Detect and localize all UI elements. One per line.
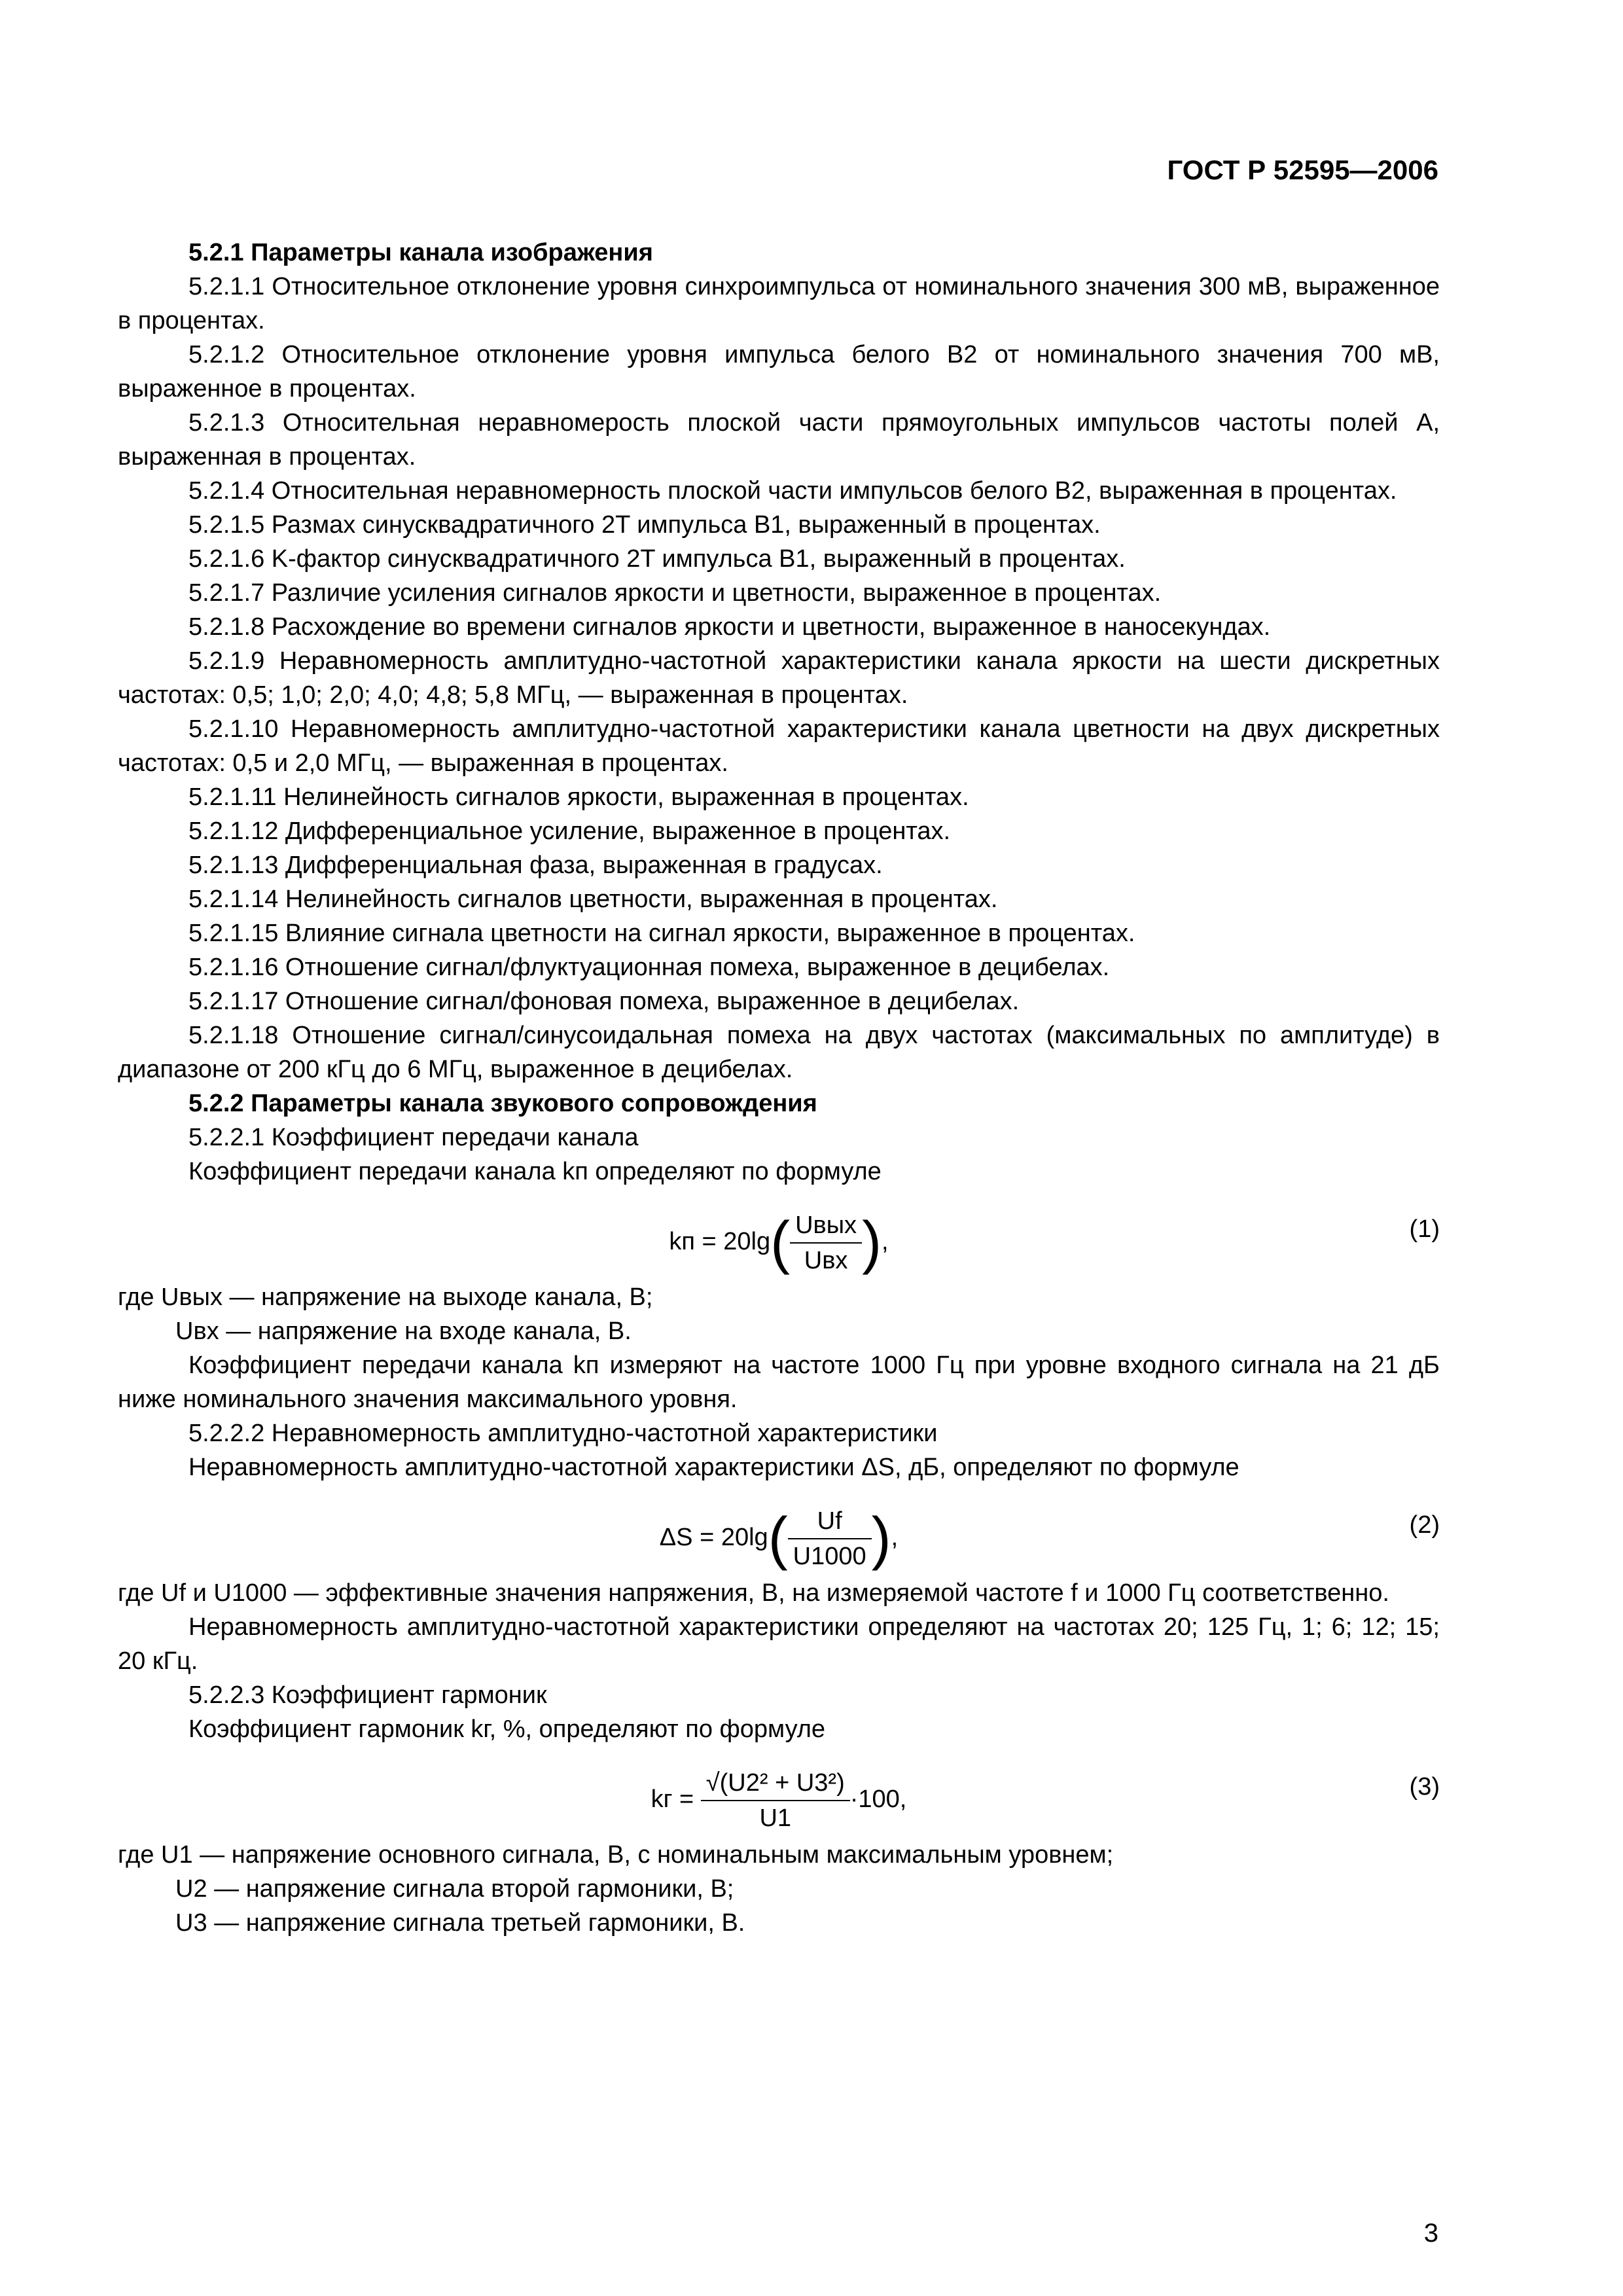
formula-2-lhs: ΔS = 20lg xyxy=(659,1524,768,1552)
formula-1-numerator: Uвых xyxy=(790,1208,862,1244)
formula-1-where-1: где Uвых — напряжение на выходе канала, В; xyxy=(118,1283,653,1311)
standard-header: ГОСТ Р 52595—2006 xyxy=(1167,154,1438,185)
list-item: 5.2.1.12 Дифференциальное усиление, выраженное в процентах. xyxy=(188,817,951,845)
formula-3-denominator: U1 xyxy=(759,1804,792,1832)
section-5-2-2-1-text: Коэффициент передачи канала kп измеряют на частоте 1000 Гц при уровне входного сигнала на 21 дБ ниже номинального значения максимального уровня. xyxy=(118,1352,1440,1413)
formula-2-number: (2) xyxy=(1409,1511,1440,1539)
formula-2-where: где Uf и U1000 — эффективные значения напряжения, В, на измеряемой частоте f и 1000 Гц соответственно. xyxy=(118,1579,1389,1607)
list-item: 5.2.1.7 Различие усиления сигналов яркости и цветности, выраженное в процентах. xyxy=(188,579,1162,607)
list-item: 5.2.1.4 Относительная неравномерность плоской части импульсов белого B2, выраженная в процентах. xyxy=(188,477,1397,505)
page-number: 3 xyxy=(1423,2219,1438,2248)
formula-2-numerator: Uf xyxy=(788,1504,872,1539)
formula-3-intro: Коэффициент гармоник kг, %, определяют по формуле xyxy=(188,1715,826,1743)
formula-2-tail: , xyxy=(891,1524,899,1552)
list-item: 5.2.1.17 Отношение сигнал/фоновая помеха, выраженное в децибелах. xyxy=(188,988,1020,1015)
formula-1-lhs: kп = 20lg xyxy=(669,1228,771,1256)
formula-1-where-2: Uвх — напряжение на входе канала, В. xyxy=(175,1318,632,1345)
list-item: 5.2.1.9 Неравномерность амплитудно-частотной характеристики канала яркости на шести дискретных частотах: 0,5; 1,0; 2,0; 4,0; 4,8; 5,8 МГц, — выраженная в процентах. xyxy=(118,647,1440,709)
formula-1-intro: Коэффициент передачи канала kп определяют по формуле xyxy=(188,1158,882,1185)
formula-1-tail: , xyxy=(882,1228,889,1256)
list-item: 5.2.1.11 Нелинейность сигналов яркости, выраженная в процентах. xyxy=(188,783,969,811)
list-item: 5.2.1.14 Нелинейность сигналов цветности, выраженная в процентах. xyxy=(188,886,998,913)
section-5-2-2-1-heading: 5.2.2.1 Коэффициент передачи канала xyxy=(188,1124,639,1151)
document-body xyxy=(118,236,1440,1940)
formula-2-intro: Неравномерность амплитудно-частотной характеристики ΔS, дБ, определяют по формуле xyxy=(188,1454,1240,1481)
formula-1-denominator: Uвх xyxy=(804,1247,848,1274)
formula-2-denominator: U1000 xyxy=(793,1543,866,1570)
list-item: 5.2.1.3 Относительная неравномерость плоской части прямоугольных импульсов частоты полей A, выраженная в процентах. xyxy=(118,409,1440,471)
formula-3-lhs: kг = xyxy=(651,1785,694,1814)
list-item: 5.2.1.18 Отношение сигнал/синусоидальная помеха на двух частотах (максимальных по амплитуде) в диапазоне от 200 кГц до 6 МГц, выраженное в децибелах. xyxy=(118,1022,1440,1083)
formula-1-number: (1) xyxy=(1409,1215,1440,1243)
list-item: 5.2.1.5 Размах синусквадратичного 2T импульса B1, выраженный в процентах. xyxy=(188,511,1101,539)
formula-2: ΔS = 20lg( $\frac{Uf}{U1000}$ ), (2) xyxy=(118,1484,1440,1576)
section-5-2-2-2-text: Неравномерность амплитудно-частотной характеристики определяют на частотах 20; 125 Гц, 1; 6; 12; 15; 20 кГц. xyxy=(118,1613,1440,1675)
section-5-2-2-title: 5.2.2 Параметры канала звукового сопровождения xyxy=(188,1090,817,1117)
formula-3-where-1: где U1 — напряжение основного сигнала, В, с номинальным максимальным уровнем; xyxy=(118,1841,1114,1869)
formula-3-where-2: U2 — напряжение сигнала второй гармоники, В; xyxy=(175,1875,734,1903)
section-5-2-1-title: 5.2.1 Параметры канала изображения xyxy=(188,239,653,266)
list-item: 5.2.1.13 Дифференциальная фаза, выраженная в градусах. xyxy=(188,852,883,879)
list-item: 5.2.1.6 K-фактор синусквадратичного 2T импульса B1, выраженный в процентах. xyxy=(188,545,1126,573)
formula-3 xyxy=(118,1746,1440,1838)
list-item: 5.2.1.2 Относительное отклонение уровня импульса белого B2 от номинального значения 700 мВ, выраженное в процентах. xyxy=(118,341,1440,403)
section-5-2-2-2-heading: 5.2.2.2 Неравномерность амплитудно-частотной характеристики xyxy=(188,1420,938,1447)
section-5-2-1-items xyxy=(118,270,1440,1086)
list-item: 5.2.1.16 Отношение сигнал/флуктуационная помеха, выраженное в децибелах. xyxy=(188,954,1110,981)
section-5-2-2-3-heading: 5.2.2.3 Коэффициент гармоник xyxy=(188,1681,547,1709)
formula-3-tail: ·100, xyxy=(849,1785,907,1814)
formula-3-number: (3) xyxy=(1409,1773,1440,1801)
list-item: 5.2.1.8 Расхождение во времени сигналов яркости и цветности, выраженное в наносекундах. xyxy=(188,613,1271,641)
formula-1: kп = 20lg( $\frac{\text{Uвых}}{\text{Uвх}}$ ), (1) xyxy=(118,1189,1440,1280)
list-item: 5.2.1.10 Неравномерность амплитудно-частотной характеристики канала цветности на двух дискретных частотах: 0,5 и 2,0 МГц, — выраженная в процентах. xyxy=(118,715,1440,777)
list-item: 5.2.1.1 Относительное отклонение уровня синхроимпульса от номинального значения 300 мВ, выраженное в процентах. xyxy=(118,273,1440,334)
formula-3-numerator: √(U2² + U3²) xyxy=(701,1766,850,1801)
list-item: 5.2.1.15 Влияние сигнала цветности на сигнал яркости, выраженное в процентах. xyxy=(188,920,1135,947)
formula-3-where-3: U3 — напряжение сигнала третьей гармоники, В. xyxy=(175,1909,745,1937)
